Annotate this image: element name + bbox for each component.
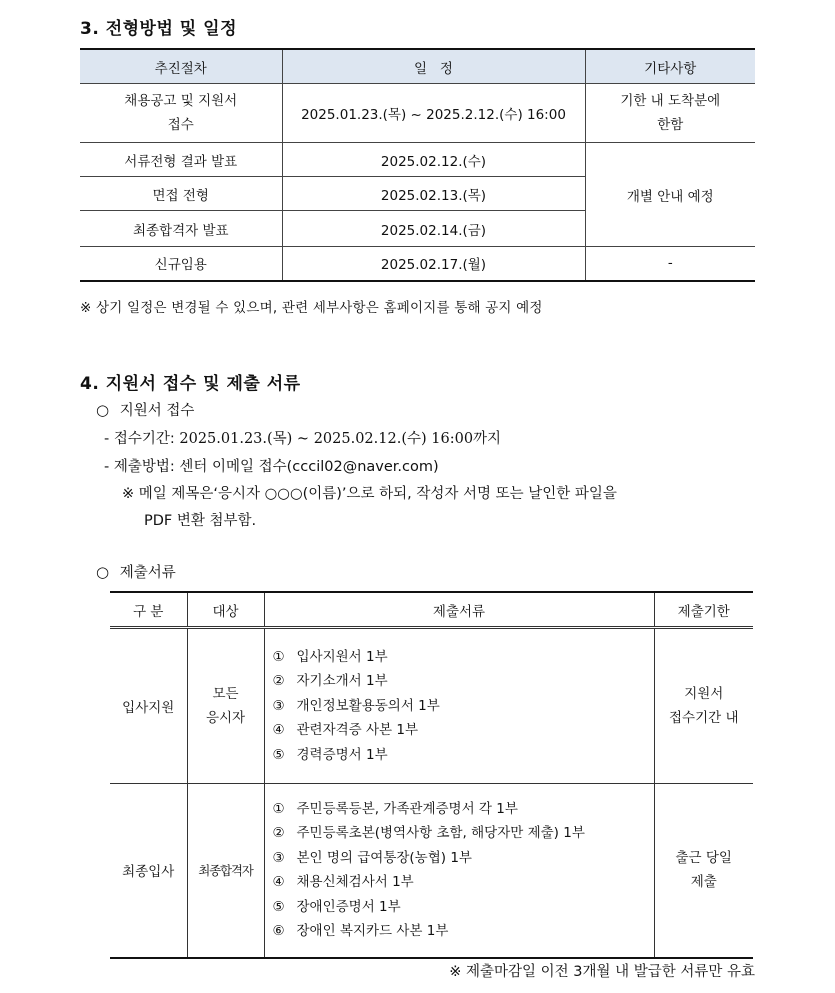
schedule-note <box>585 84 755 143</box>
documents-row <box>110 784 753 958</box>
document-text: 개인정보활용동의서 1부 <box>296 697 440 714</box>
documents-header-docs: 제출서류 <box>264 592 654 628</box>
documents-target: 최종합격자 <box>187 784 264 958</box>
schedule-date: 2025.02.17.(월) <box>282 247 585 281</box>
document-text: 입사지원서 1부 <box>296 648 388 665</box>
schedule-header-note: 기타사항 <box>585 49 755 84</box>
subsection-title: 지원서 접수 <box>119 403 195 419</box>
schedule-footnote: ※ 상기 일정은 변경될 수 있으며, 관련 세부사항은 홈페이지를 통해 공지 예정 <box>80 300 543 316</box>
document-text: 자기소개서 1부 <box>296 673 388 690</box>
document-item <box>273 895 650 920</box>
documents-target-line: 모든 <box>212 686 239 702</box>
email-subject-note-cont: PDF 변환 첨부함. <box>144 513 257 529</box>
document-item <box>273 669 650 694</box>
schedule-note-line: 한함 <box>657 117 684 133</box>
schedule-row <box>80 143 755 177</box>
document-item <box>273 694 650 719</box>
document-number: ④ <box>272 722 285 739</box>
document-number: ⑥ <box>272 923 285 940</box>
subsection-title: 제출서류 <box>119 565 176 581</box>
document-number: ① <box>272 800 285 817</box>
schedule-step-line: 접수 <box>167 117 194 133</box>
document-text: 채용신체검사서 1부 <box>296 874 414 891</box>
documents-table <box>110 591 753 959</box>
document-number: ③ <box>272 697 285 714</box>
documents-deadline-line: 접수기간 내 <box>669 710 739 726</box>
schedule-note-line: 기한 내 도착분에 <box>620 93 721 109</box>
circle-bullet-icon: ○ <box>96 401 110 419</box>
schedule-header-row <box>80 49 755 84</box>
document-text: 주민등록등본, 가족관계증명서 각 1부 <box>296 800 518 817</box>
schedule-step: 최종합격자 발표 <box>80 211 282 247</box>
section-4-title: 4. 지원서 접수 및 제출 서류 <box>80 374 301 394</box>
method-value: 센터 이메일 접수(cccil02@naver.com) <box>179 459 439 475</box>
period-value: 2025.01.23.(목) ~ 2025.02.12.(수) 16:00까지 <box>179 431 502 447</box>
schedule-date: 2025.02.12.(수) <box>282 143 585 177</box>
documents-list <box>264 784 654 958</box>
documents-deadline <box>654 784 753 958</box>
document-item <box>273 797 650 822</box>
documents-target <box>187 628 264 784</box>
document-number: ② <box>272 825 285 842</box>
document-number: ③ <box>272 849 285 866</box>
schedule-date: 2025.02.14.(금) <box>282 211 585 247</box>
section-3-title: 3. 전형방법 및 일정 <box>80 19 237 39</box>
schedule-note: - <box>585 247 755 281</box>
schedule-header-date: 일 정 <box>282 49 585 84</box>
circle-bullet-icon: ○ <box>96 563 110 581</box>
schedule-header-step: 추진절차 <box>80 49 282 84</box>
document-item <box>273 919 650 944</box>
document-item <box>273 645 650 670</box>
subsection-application <box>96 399 194 420</box>
subsection-documents <box>96 561 176 582</box>
documents-header-row <box>110 592 753 628</box>
documents-deadline <box>654 628 753 784</box>
documents-row <box>110 628 753 784</box>
document-text: 관련자격증 사본 1부 <box>296 722 418 739</box>
document-number: ⑤ <box>272 898 285 915</box>
documents-target-line: 응시자 <box>205 710 246 726</box>
document-text: 본인 명의 급여통장(농협) 1부 <box>296 849 472 866</box>
documents-footnote: ※ 제출마감일 이전 3개월 내 발급한 서류만 유효 <box>449 964 755 980</box>
period-label: - 접수기간: <box>104 431 175 447</box>
application-method <box>104 455 439 476</box>
schedule-date: 2025.01.23.(목) ~ 2025.2.12.(수) 16:00 <box>282 84 585 143</box>
documents-category: 입사지원 <box>110 628 187 784</box>
document-item <box>273 870 650 895</box>
documents-deadline-line: 출근 당일 <box>675 850 732 867</box>
schedule-row <box>80 84 755 143</box>
documents-deadline-line: 제출 <box>690 874 717 891</box>
method-label: - 제출방법: <box>104 459 175 475</box>
document-number: ① <box>272 648 285 665</box>
document-item <box>273 743 650 768</box>
application-period <box>104 427 501 448</box>
documents-list <box>264 628 654 784</box>
schedule-step-line: 채용공고 및 지원서 <box>124 93 238 109</box>
schedule-table <box>80 48 755 282</box>
documents-header-target: 대상 <box>187 592 264 628</box>
schedule-row <box>80 247 755 281</box>
document-text: 장애인증명서 1부 <box>296 898 401 915</box>
schedule-step <box>80 84 282 143</box>
document-number: ② <box>272 673 285 690</box>
document-number: ⑤ <box>272 746 285 763</box>
document-text: 경력증명서 1부 <box>296 746 388 763</box>
document-item <box>273 821 650 846</box>
email-subject-note: ※ 메일 제목은‘응시자 ○○○(이름)’으로 하되, 작성자 서명 또는 날인한 파일을 <box>122 486 617 502</box>
documents-category: 최종입사 <box>110 784 187 958</box>
documents-deadline-line: 지원서 <box>684 686 724 702</box>
document-item <box>273 846 650 871</box>
documents-header-category: 구 분 <box>110 592 187 628</box>
schedule-step: 신규임용 <box>80 247 282 281</box>
schedule-note: 개별 안내 예정 <box>585 143 755 247</box>
document-text: 주민등록초본(병역사항 초함, 해당자만 제출) 1부 <box>296 825 585 842</box>
documents-header-deadline: 제출기한 <box>654 592 753 628</box>
document-item <box>273 718 650 743</box>
schedule-step: 서류전형 결과 발표 <box>80 143 282 177</box>
schedule-date: 2025.02.13.(목) <box>282 177 585 211</box>
schedule-step: 면접 전형 <box>80 177 282 211</box>
document-text: 장애인 복지카드 사본 1부 <box>296 923 449 940</box>
document-number: ④ <box>272 874 285 891</box>
